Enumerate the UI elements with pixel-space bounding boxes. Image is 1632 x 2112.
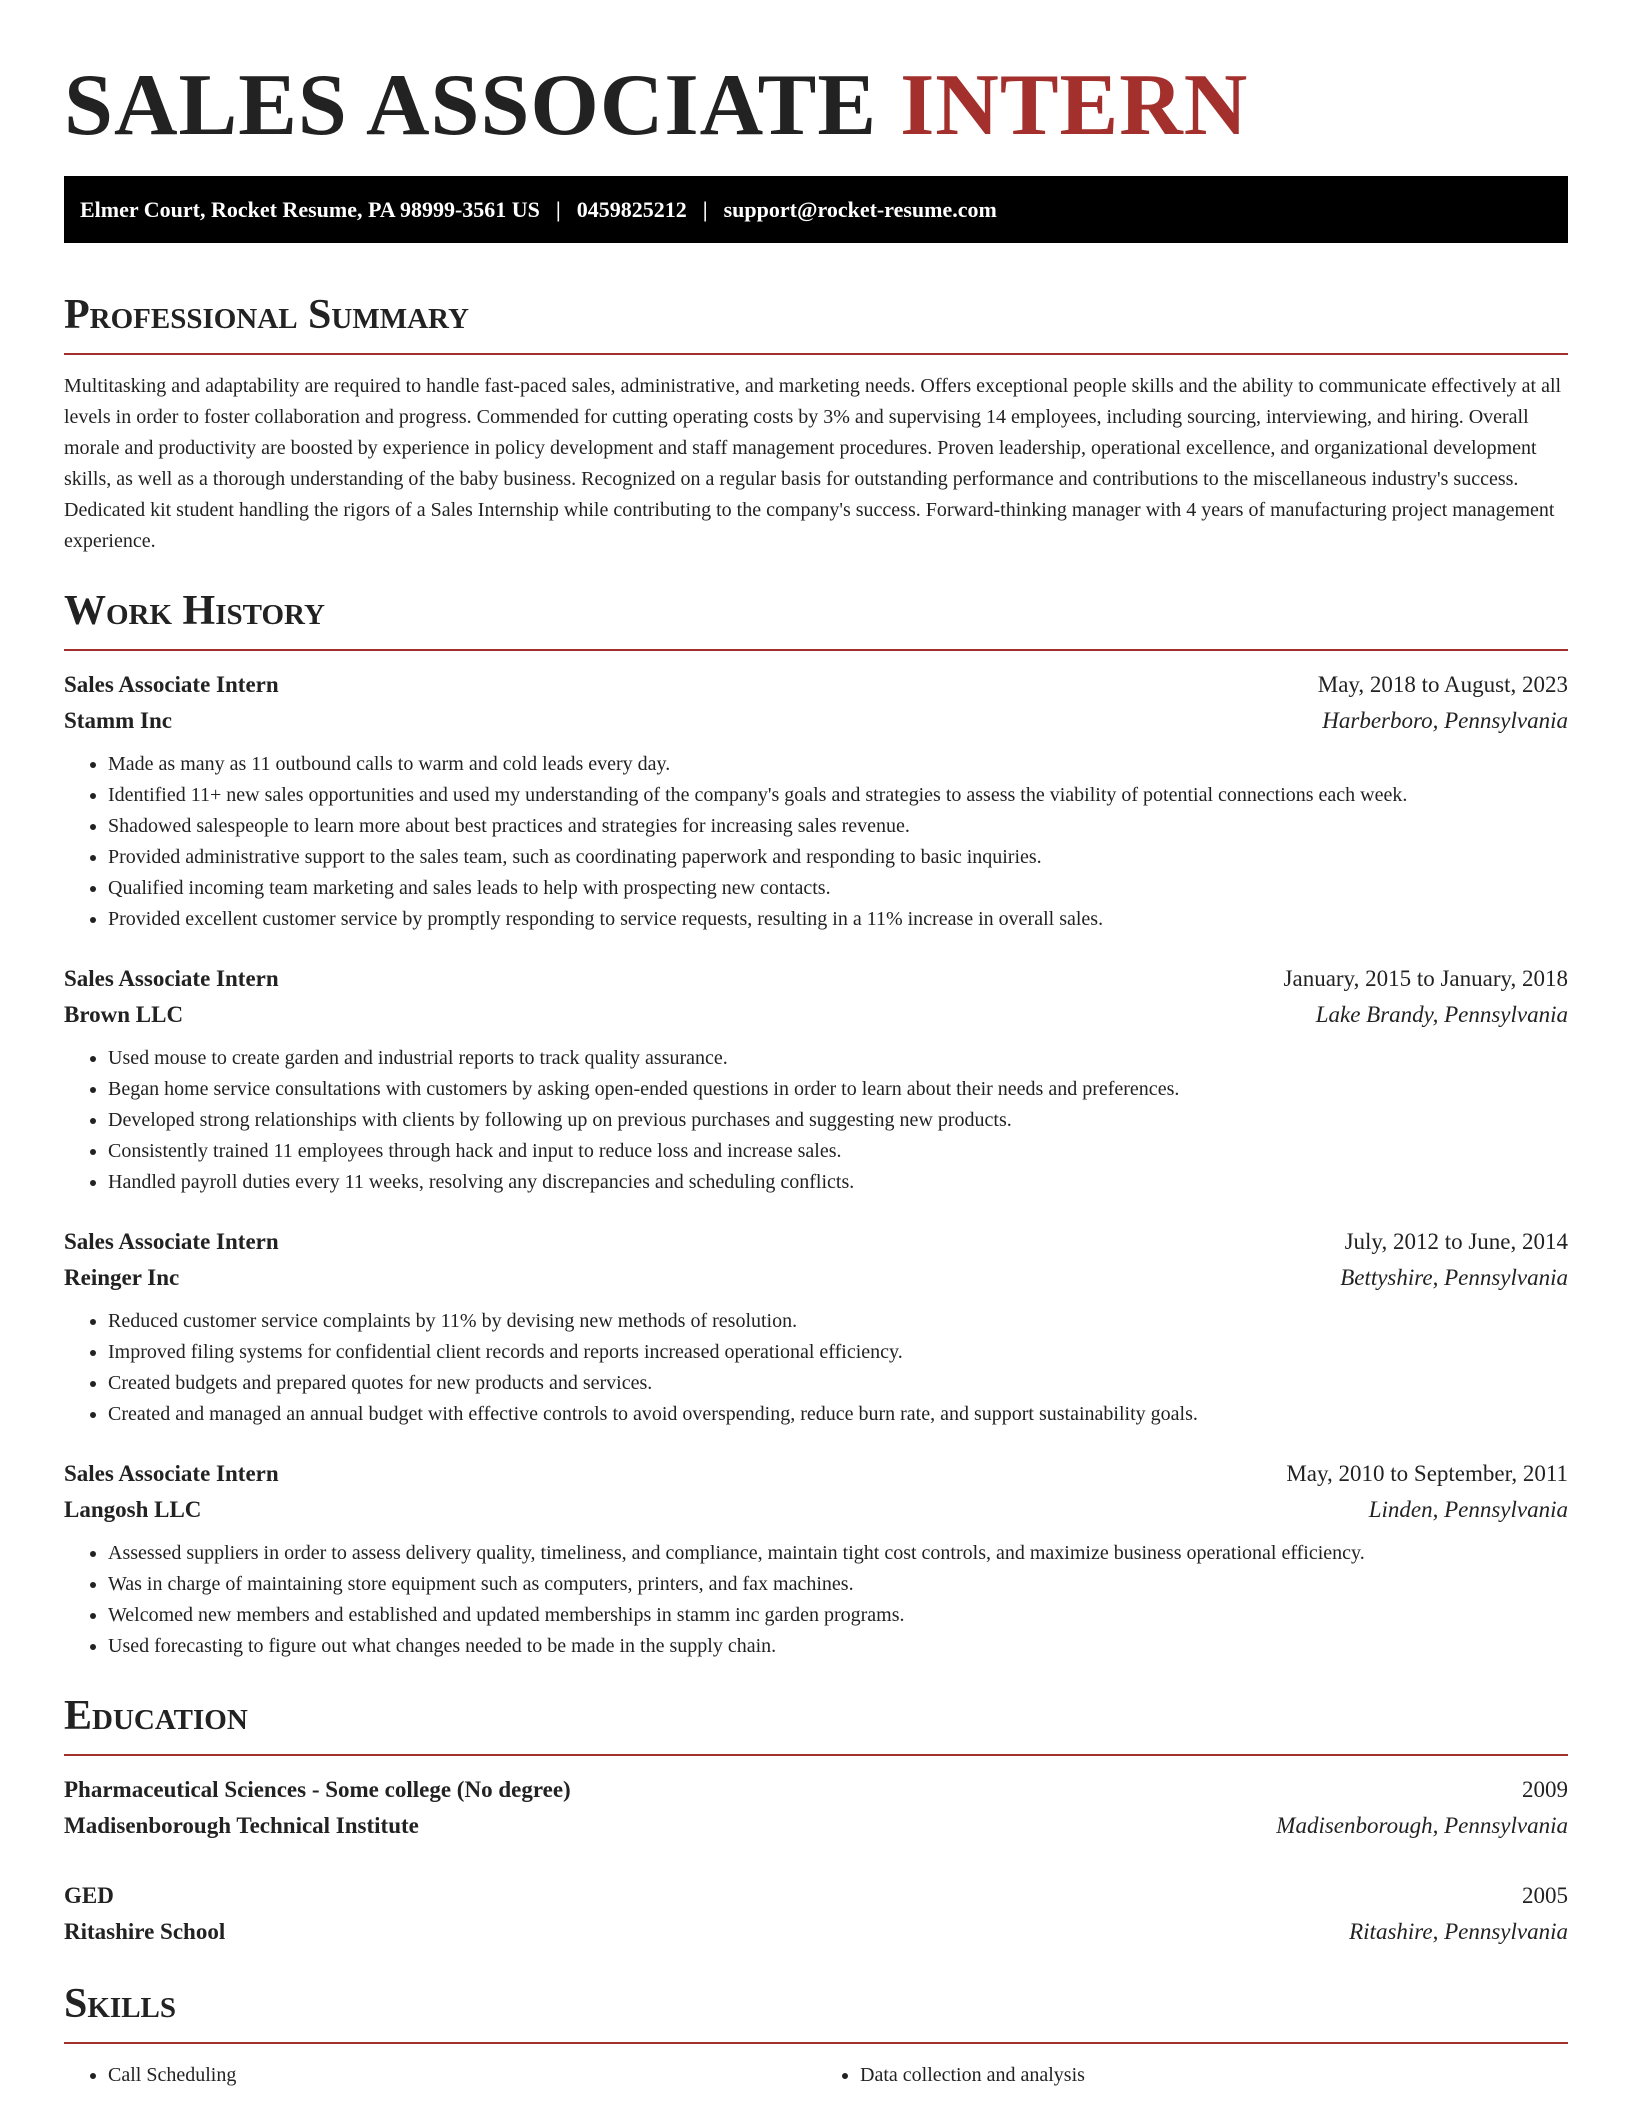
job-bullet: • Provided administrative support to the sales team, such as coordinating paperwork and responding to basic inquiries. <box>108 842 1568 873</box>
section-title: Work History <box>64 588 325 634</box>
skills-section <box>64 1978 1568 2091</box>
job-company: Reinger Inc <box>64 1265 180 1290</box>
job-location: Linden, Pennsylvania <box>1368 1497 1568 1522</box>
education-school: Ritashire School <box>64 1919 226 1944</box>
section-title: Education <box>64 1693 248 1739</box>
job-entry <box>64 961 1568 1198</box>
education-year: 2009 <box>1522 1777 1568 1802</box>
job-bullet: • Assessed suppliers in order to assess delivery quality, timeliness, and compliance, maintain tight cost controls, and maximize business operational efficiency. <box>108 1538 1568 1569</box>
section-divider <box>64 2042 1568 2044</box>
job-dates: May, 2010 to September, 2011 <box>1286 1461 1568 1486</box>
skill-item: • Data collection and analysis <box>860 2060 1568 2091</box>
job-role: Sales Associate Intern <box>64 1229 279 1254</box>
job-bullet: • Created budgets and prepared quotes for new products and services. <box>108 1368 1568 1399</box>
job-bullets <box>64 1538 1568 1662</box>
job-bullet: • Developed strong relationships with clients by following up on previous purchases and suggesting new products. <box>108 1105 1568 1136</box>
education-entry <box>64 1772 1568 1844</box>
education-year: 2005 <box>1522 1883 1568 1908</box>
job-location: Lake Brandy, Pennsylvania <box>1315 1002 1568 1027</box>
job-bullets <box>64 749 1568 935</box>
contact-address: Elmer Court, Rocket Resume, PA 98999-3561 US <box>80 196 540 222</box>
contact-bar <box>64 176 1568 243</box>
job-entry <box>64 1456 1568 1662</box>
job-bullet: • Shadowed salespeople to learn more about best practices and strategies for increasing sales revenue. <box>108 811 1568 842</box>
education-school: Madisenborough Technical Institute <box>64 1813 419 1838</box>
job-company: Brown LLC <box>64 1002 184 1027</box>
education-degree: GED <box>64 1883 114 1908</box>
job-bullet: • Handled payroll duties every 11 weeks, resolving any discrepancies and scheduling conflicts. <box>108 1167 1568 1198</box>
job-bullet: • Consistently trained 11 employees through hack and input to reduce loss and increase sales. <box>108 1136 1568 1167</box>
job-bullet: • Identified 11+ new sales opportunities and used my understanding of the company's goals and strategies to assess the viability of potential connections each week. <box>108 780 1568 811</box>
job-bullet: • Qualified incoming team marketing and sales leads to help with prospecting new contacts. <box>108 873 1568 904</box>
job-dates: January, 2015 to January, 2018 <box>1283 966 1568 991</box>
section-divider <box>64 353 1568 355</box>
skills-grid <box>64 2060 1568 2091</box>
resume-title <box>64 56 1568 156</box>
job-role: Sales Associate Intern <box>64 672 279 697</box>
contact-phone: 0459825212 <box>576 196 687 222</box>
contact-separator: | <box>555 196 561 222</box>
job-location: Harberboro, Pennsylvania <box>1322 708 1568 733</box>
education-entry <box>64 1878 1568 1950</box>
work-history-section <box>64 585 1568 1662</box>
job-bullet: • Improved filing systems for confidential client records and reports increased operational efficiency. <box>108 1337 1568 1368</box>
job-bullet: • Was in charge of maintaining store equipment such as computers, printers, and fax machines. <box>108 1569 1568 1600</box>
job-bullet: • Reduced customer service complaints by 11% by devising new methods of resolution. <box>108 1306 1568 1337</box>
skills-column-right <box>816 2060 1568 2091</box>
job-bullet: • Provided excellent customer service by promptly responding to service requests, resulting in a 11% increase in overall sales. <box>108 904 1568 935</box>
job-role: Sales Associate Intern <box>64 1461 279 1486</box>
job-bullet: • Used mouse to create garden and industrial reports to track quality assurance. <box>108 1043 1568 1074</box>
job-bullet: • Made as many as 11 outbound calls to warm and cold leads every day. <box>108 749 1568 780</box>
job-entry <box>64 667 1568 935</box>
job-company: Stamm Inc <box>64 708 172 733</box>
section-title: Skills <box>64 1981 177 2027</box>
title-main: SALES ASSOCIATE <box>64 57 901 154</box>
job-entry <box>64 1224 1568 1430</box>
job-bullets <box>64 1306 1568 1430</box>
job-bullet: • Welcomed new members and established and updated memberships in stamm inc garden programs. <box>108 1600 1568 1631</box>
skills-column-left <box>64 2060 816 2091</box>
section-divider <box>64 649 1568 651</box>
job-bullet: • Used forecasting to figure out what changes needed to be made in the supply chain. <box>108 1631 1568 1662</box>
job-role: Sales Associate Intern <box>64 966 279 991</box>
section-title: Professional Summary <box>64 292 469 338</box>
job-bullet: • Began home service consultations with customers by asking open-ended questions in order to learn about their needs and preferences. <box>108 1074 1568 1105</box>
section-divider <box>64 1754 1568 1756</box>
summary-section <box>64 289 1568 557</box>
skill-item: • Call Scheduling <box>108 2060 816 2091</box>
summary-text: Multitasking and adaptability are required to handle fast-paced sales, administrative, and marketing needs. Offers exceptional people skills and the ability to communicate effectively at all levels in order to foster collaboration and progress. Commended for cutting operating costs by 3% and supervising 14 employees, including sourcing, interviewing, and hiring. Overall morale and productivity are boosted by experience in policy development and staff management procedures. Proven leadership, operational excellence, and organizational development skills, as well as a thorough understanding of the baby business. Recognized on a regular basis for outstanding performance and contributions to the miscellaneous industry's success. Dedicated kit student handling the rigors of a Sales Internship while contributing to the company's success. Forward-thinking manager with 4 years of manufacturing project management experience. <box>64 375 1562 552</box>
contact-email[interactable]: support@rocket-resume.com <box>723 196 997 222</box>
job-bullets <box>64 1043 1568 1198</box>
education-section <box>64 1690 1568 1950</box>
job-bullet: • Created and managed an annual budget with effective controls to avoid overspending, reduce burn rate, and support sustainability goals. <box>108 1399 1568 1430</box>
job-dates: May, 2018 to August, 2023 <box>1317 672 1568 697</box>
education-location: Ritashire, Pennsylvania <box>1349 1919 1568 1944</box>
job-company: Langosh LLC <box>64 1497 202 1522</box>
title-accent: INTERN <box>900 57 1249 154</box>
education-degree: Pharmaceutical Sciences - Some college (No degree) <box>64 1777 571 1802</box>
job-dates: July, 2012 to June, 2014 <box>1344 1229 1568 1254</box>
education-location: Madisenborough, Pennsylvania <box>1276 1813 1568 1838</box>
contact-separator: | <box>702 196 708 222</box>
job-location: Bettyshire, Pennsylvania <box>1340 1265 1568 1290</box>
